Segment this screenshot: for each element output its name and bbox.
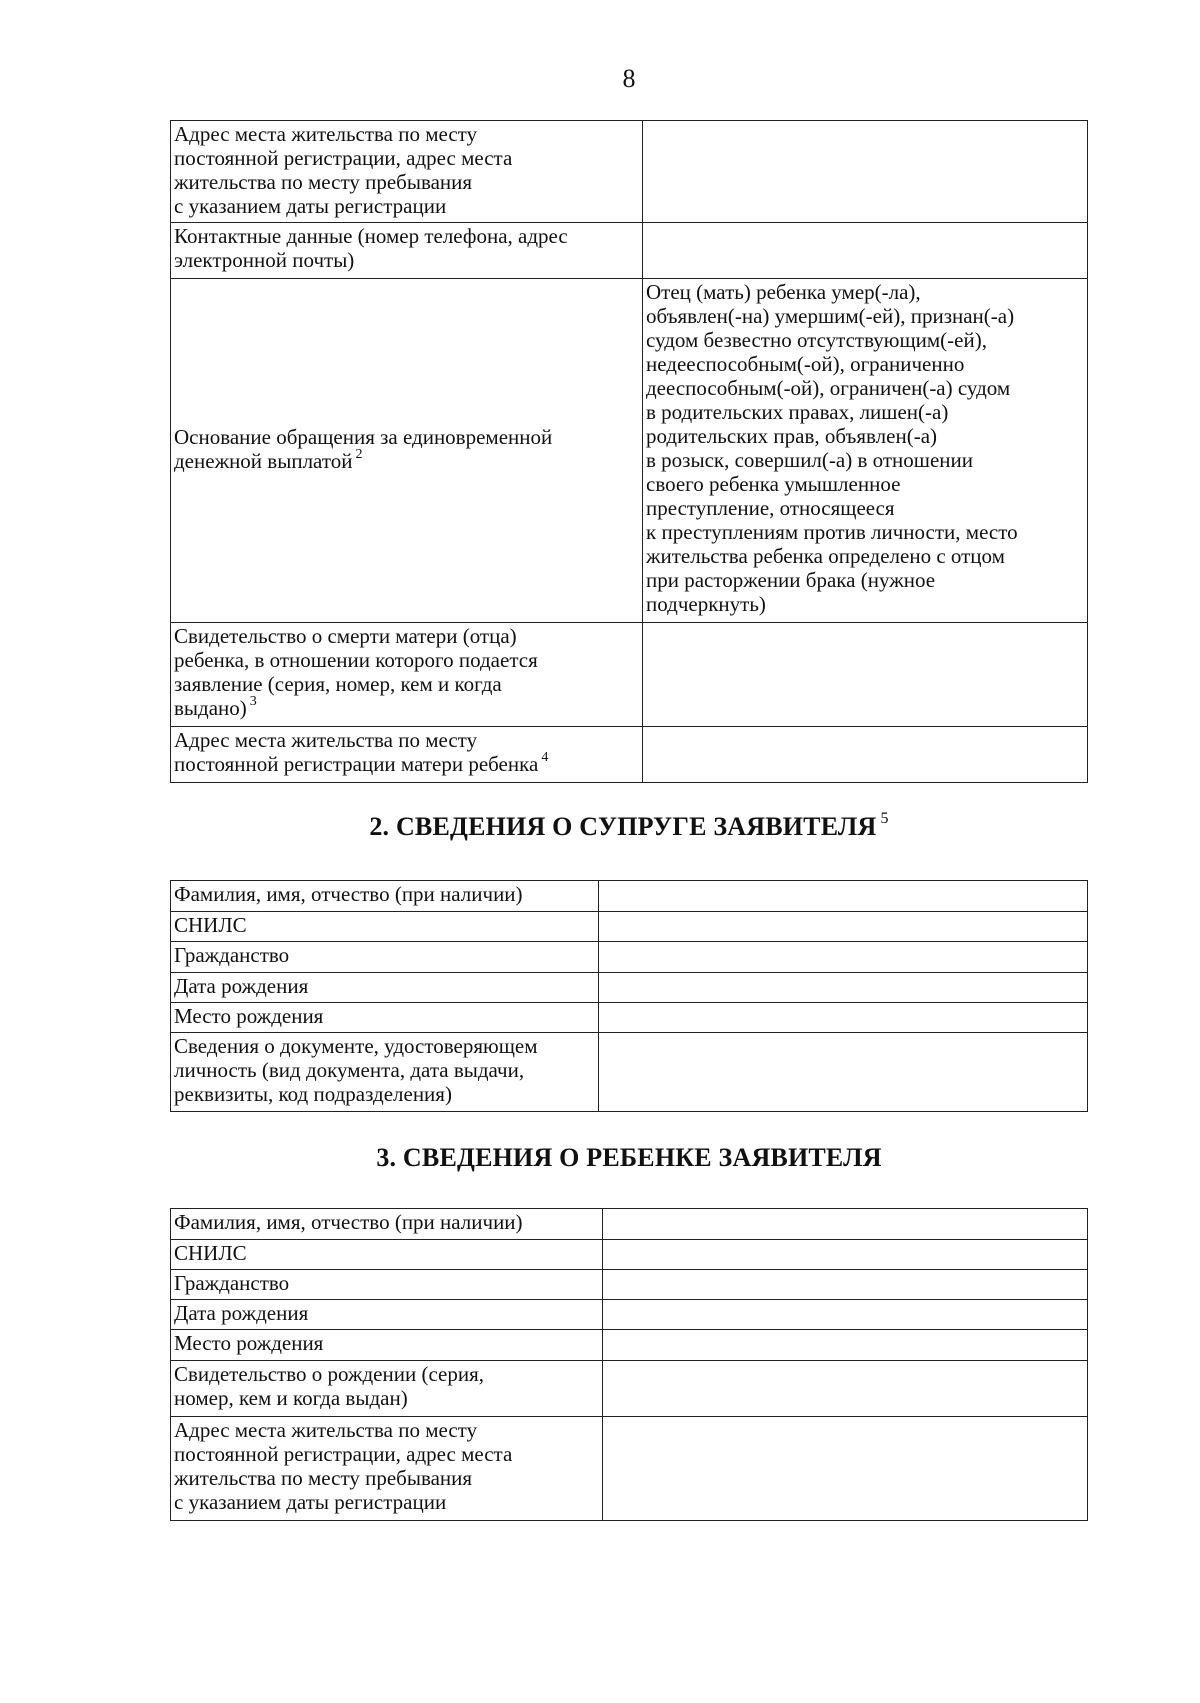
field-label: Адрес места жительства по месту постоянной регистрации, адрес места жительства по месту пребывания с указанием даты регистрации bbox=[171, 1417, 603, 1521]
field-label: СНИЛС bbox=[171, 1240, 603, 1270]
table-row bbox=[171, 623, 1088, 727]
field-value-birth-certificate[interactable] bbox=[603, 1361, 1088, 1417]
field-label: Свидетельство о смерти матери (отца) ребенка, в отношении которого подается заявление (серия, номер, кем и когда выдано) $^3$ bbox=[171, 623, 643, 727]
table-row bbox=[171, 1300, 1088, 1330]
applicant-info-table bbox=[170, 120, 1088, 783]
field-label: Фамилия, имя, отчество (при наличии) bbox=[171, 1209, 603, 1240]
spouse-info-table bbox=[170, 880, 1088, 1112]
field-value-mother-address[interactable] bbox=[643, 727, 1088, 783]
table-row bbox=[171, 1209, 1088, 1240]
footnote-ref: 4 bbox=[541, 750, 549, 765]
field-label: Дата рождения bbox=[171, 1300, 603, 1330]
field-label: Основание обращения за единовременной денежной выплатой $^2$ bbox=[171, 279, 643, 623]
table-row bbox=[171, 912, 1088, 942]
field-value-snils[interactable] bbox=[599, 912, 1088, 942]
field-label: Гражданство bbox=[171, 1270, 603, 1300]
table-row bbox=[171, 223, 1088, 279]
table-row bbox=[171, 1330, 1088, 1361]
table-row bbox=[171, 942, 1088, 973]
field-label: Контактные данные (номер телефона, адрес электронной почты) bbox=[171, 223, 643, 279]
field-value-birth-date[interactable] bbox=[603, 1300, 1088, 1330]
field-value-birth-date[interactable] bbox=[599, 973, 1088, 1003]
page-number: 8 bbox=[622, 64, 636, 93]
field-label: Адрес места жительства по месту постоянной регистрации, адрес места жительства по месту пребывания с указанием даты регистрации bbox=[171, 121, 643, 223]
field-label: СНИЛС bbox=[171, 912, 599, 942]
field-value-address[interactable] bbox=[643, 121, 1088, 223]
table-row bbox=[171, 121, 1088, 223]
footnote-ref: 2 bbox=[355, 447, 363, 462]
table-row bbox=[171, 727, 1088, 783]
field-value-birth-place[interactable] bbox=[603, 1330, 1088, 1361]
child-info-table bbox=[170, 1208, 1088, 1521]
field-value-address[interactable] bbox=[603, 1417, 1088, 1521]
field-value-full-name[interactable] bbox=[603, 1209, 1088, 1240]
field-value-full-name[interactable] bbox=[599, 881, 1088, 912]
field-label: Сведения о документе, удостоверяющем личность (вид документа, дата выдачи, реквизиты, код подразделения) bbox=[171, 1033, 599, 1112]
footnote-ref: 3 bbox=[249, 694, 257, 709]
footnote-ref: 5 bbox=[880, 810, 889, 827]
field-value-snils[interactable] bbox=[603, 1240, 1088, 1270]
field-value-citizenship[interactable] bbox=[603, 1270, 1088, 1300]
table-row bbox=[171, 279, 1088, 623]
table-row bbox=[171, 1003, 1088, 1033]
field-value-id-document[interactable] bbox=[599, 1033, 1088, 1112]
field-label: Адрес места жительства по месту постоянной регистрации матери ребенка $^4$ bbox=[171, 727, 643, 783]
table-row bbox=[171, 1361, 1088, 1417]
field-value-reason[interactable]: Отец (мать) ребенка умер(-ла), объявлен(-на) умершим(-ей), признан(-а) судом безвестно отсутствующим(-ей), недееспособным(-ой), ограниченно дееспособным(-ой), ограничен(-а) судом в родительских правах, лишен(-а) родительских прав, объявлен(-а) в розыск, совершил(-а) в отношении своего ребенка умышленное преступление, относящееся к преступлениям против личности, место жительства ребенка определено с отцом при расторжении брака (нужное подчеркнуть) bbox=[643, 279, 1088, 623]
field-label: Фамилия, имя, отчество (при наличии) bbox=[171, 881, 599, 912]
table-row bbox=[171, 1240, 1088, 1270]
table-row bbox=[171, 973, 1088, 1003]
table-row bbox=[171, 1417, 1088, 1521]
table-row bbox=[171, 1270, 1088, 1300]
field-value-contacts[interactable] bbox=[643, 223, 1088, 279]
field-value-citizenship[interactable] bbox=[599, 942, 1088, 973]
table-row bbox=[171, 1033, 1088, 1112]
section-title-child: 3. СВЕДЕНИЯ О РЕБЕНКЕ ЗАЯВИТЕЛЯ bbox=[376, 1143, 882, 1172]
table-row bbox=[171, 881, 1088, 912]
field-value-death-certificate[interactable] bbox=[643, 623, 1088, 727]
field-label: Место рождения bbox=[171, 1003, 599, 1033]
field-value-birth-place[interactable] bbox=[599, 1003, 1088, 1033]
field-label: Свидетельство о рождении (серия, номер, кем и когда выдан) bbox=[171, 1361, 603, 1417]
field-label: Гражданство bbox=[171, 942, 599, 973]
section-title-spouse: 2. СВЕДЕНИЯ О СУПРУГЕ ЗАЯВИТЕЛЯ $^5$ bbox=[369, 810, 889, 841]
field-label: Дата рождения bbox=[171, 973, 599, 1003]
field-label: Место рождения bbox=[171, 1330, 603, 1361]
